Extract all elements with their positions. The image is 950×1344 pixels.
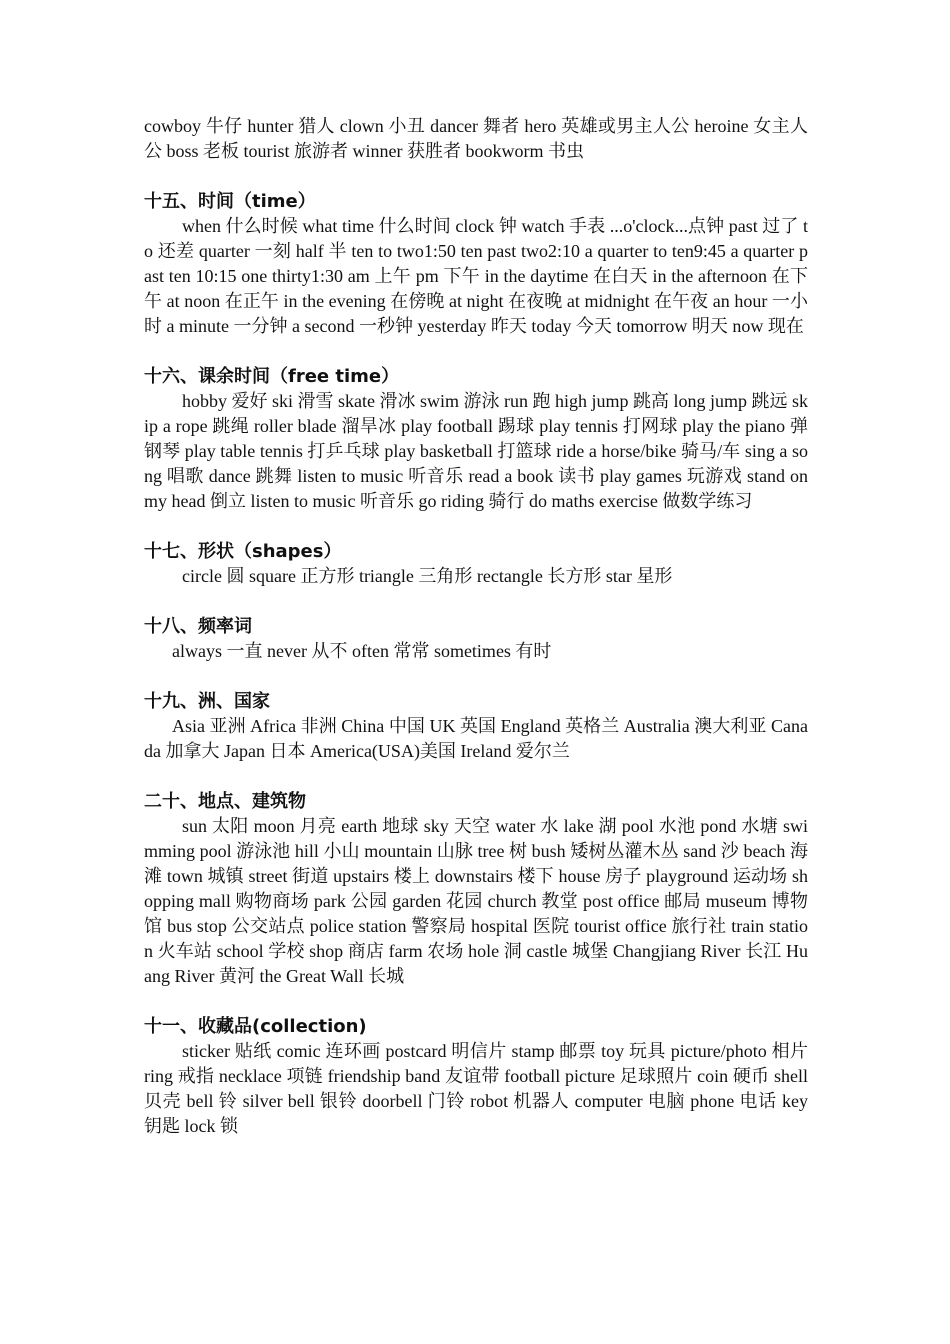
section-heading: 十一、收藏品(collection) [144,1016,367,1037]
section-heading: 十五、时间（time） [144,191,316,212]
section-body: Asia 亚洲 Africa 非洲 China 中国 UK 英国 England 英格兰 Australia 澳大利亚 Canada 加拿大 Japan 日本 America(USA)美国 Ireland 爱尔兰 [144,716,808,761]
section-heading: 十六、课余时间（free time） [144,366,400,387]
section-body: hobby 爱好 ski 滑雪 skate 滑冰 swim 游泳 run 跑 high jump 跳高 long jump 跳远 skip a rope 跳绳 roller blade 溜旱冰 play football 踢球 play tennis 打网球 play the piano 弹钢琴 play table tennis 打乒乓球 play basketball 打篮球 ride a horse/bike 骑马/车 sing a song 唱歌 dance 跳舞 listen to music 听音乐 read a book 读书 play games 玩游戏 stand on my head 倒立 listen to music 听音乐 go riding 骑行 do maths exercise 做数学练习 [144,391,808,511]
section-collection [144,1014,808,1139]
intro-paragraph: cowboy 牛仔 hunter 猎人 clown 小丑 dancer 舞者 hero 英雄或男主人公 heroine 女主人公 boss 老板 tourist 旅游者 winner 获胜者 bookworm 书虫 [144,116,808,161]
section-heading: 二十、地点、建筑物 [144,791,306,812]
section-places-buildings [144,789,808,989]
section-continents-countries [144,689,808,764]
section-body: sun 太阳 moon 月亮 earth 地球 sky 天空 water 水 lake 湖 pool 水池 pond 水塘 swimming pool 游泳池 hill 小山 mountain 山脉 tree 树 bush 矮树丛灌木丛 sand 沙 beach 海滩 town 城镇 street 街道 upstairs 楼上 downstairs 楼下 house 房子 playground 运动场 shopping mall 购物商场 park 公园 garden 花园 church 教堂 post office 邮局 museum 博物馆 bus stop 公交站点 police station 警察局 hospital 医院 tourist office 旅行社 train station 火车站 school 学校 shop 商店 farm 农场 hole 洞 castle 城堡 Changjiang River 长江 Huang River 黄河 the Great Wall 长城 [144,816,808,986]
section-body: when 什么时候 what time 什么时间 clock 钟 watch 手表 ...o'clock...点钟 past 过了 to 还差 quarter 一刻 half 半 ten to two1:50 ten past two2:10 a quarter to ten9:45 a quarter past ten 10:15 one thirty1:30 am 上午 pm 下午 in the daytime 在白天 in the afternoon 在下午 at noon 在正午 in the evening 在傍晚 at night 在夜晚 at midnight 在午夜 an hour 一小时 a minute 一分钟 a second 一秒钟 yesterday 昨天 today 今天 tomorrow 明天 now 现在 [144,216,808,336]
section-time [144,189,808,339]
section-free-time [144,364,808,514]
document-page [144,114,808,1139]
section-frequency-words [144,614,808,664]
section-body: always 一直 never 从不 often 常常 sometimes 有时 [172,641,552,661]
section-shapes [144,539,808,589]
section-body: sticker 贴纸 comic 连环画 postcard 明信片 stamp 邮票 toy 玩具 picture/photo 相片 ring 戒指 necklace 项链 friendship band 友谊带 football picture 足球照片 coin 硬币 shell 贝壳 bell 铃 silver bell 银铃 doorbell 门铃 robot 机器人 computer 电脑 phone 电话 key 钥匙 lock 锁 [144,1041,808,1136]
section-body: circle 圆 square 正方形 triangle 三角形 rectangle 长方形 star 星形 [182,566,673,586]
section-heading: 十八、频率词 [144,616,252,637]
section-heading: 十七、形状（shapes） [144,541,342,562]
section-heading: 十九、洲、国家 [144,691,270,712]
